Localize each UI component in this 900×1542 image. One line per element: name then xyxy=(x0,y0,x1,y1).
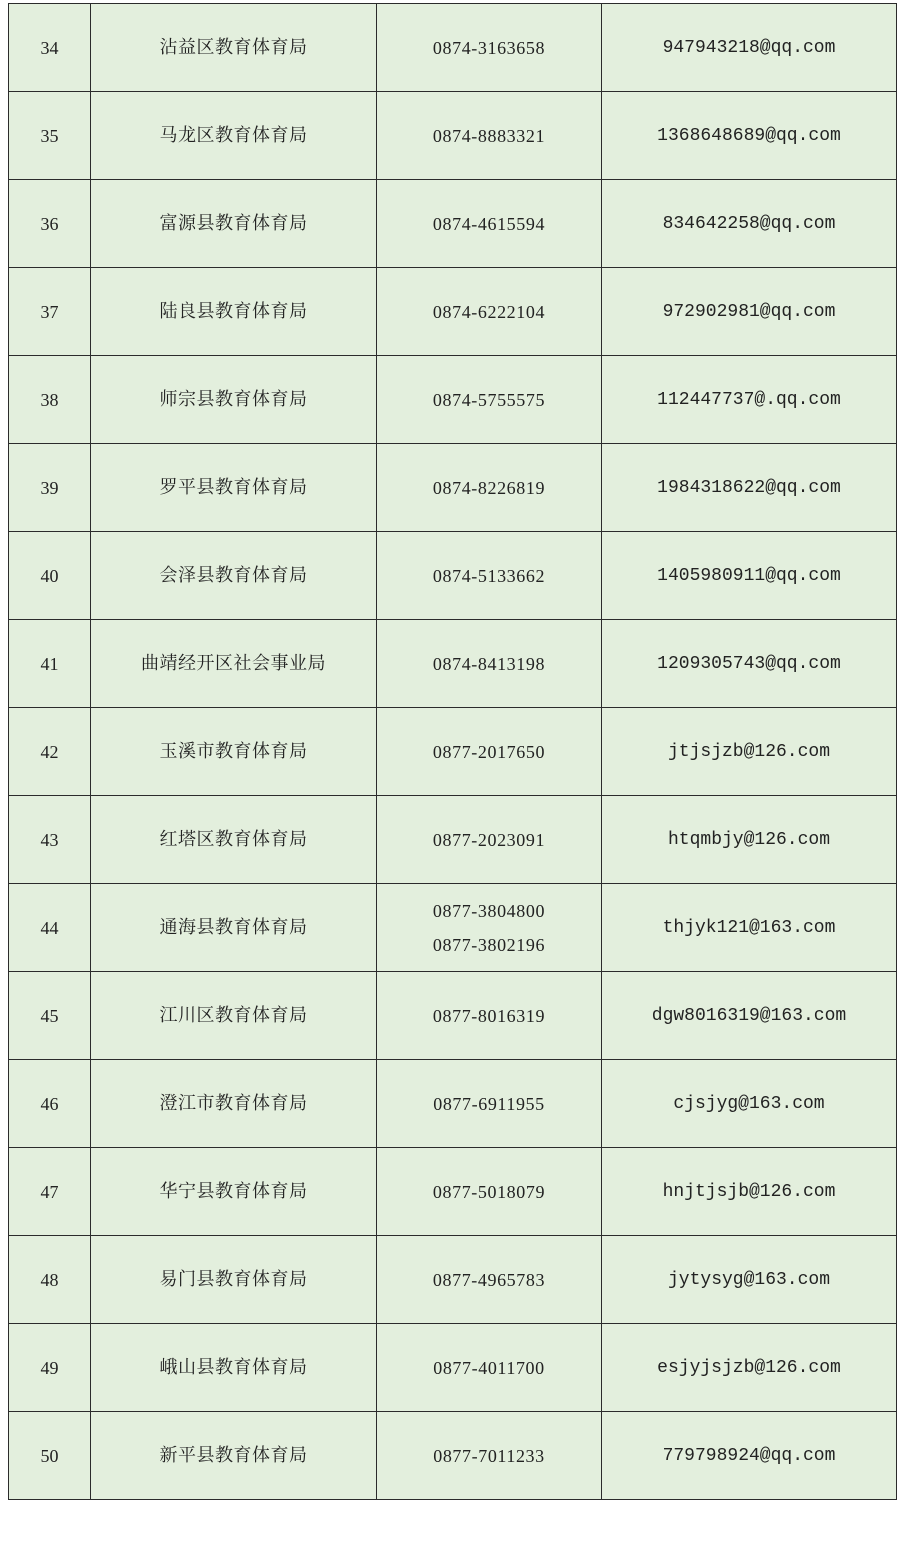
phone-cell xyxy=(377,268,602,356)
email-cell: 1984318622@qq.com xyxy=(602,444,897,532)
phone-number: 0877-7011233 xyxy=(433,1445,545,1466)
phone-number: 0874-8413198 xyxy=(432,653,546,674)
row-number-cell: 37 xyxy=(9,268,91,356)
phone-number: 0874-8883321 xyxy=(432,125,546,146)
email-cell: jytysyg@163.com xyxy=(602,1236,897,1324)
phone-number: 0874-6222104 xyxy=(432,301,546,322)
phone-number: 0877-4011700 xyxy=(433,1357,545,1378)
phone-cell xyxy=(377,620,602,708)
phone-number: 0877-3804800 xyxy=(432,900,546,921)
row-number-cell: 35 xyxy=(9,92,91,180)
email-cell: 1405980911@qq.com xyxy=(602,532,897,620)
phone-number: 0874-5755575 xyxy=(432,389,546,410)
table-row xyxy=(9,356,897,444)
bureau-name-cell: 陆良县教育体育局 xyxy=(91,268,377,356)
row-number-cell: 38 xyxy=(9,356,91,444)
table-row xyxy=(9,1060,897,1148)
row-number-cell: 41 xyxy=(9,620,91,708)
email-cell: thjyk121@163.com xyxy=(602,884,897,972)
table-row xyxy=(9,92,897,180)
email-cell: cjsjyg@163.com xyxy=(602,1060,897,1148)
row-number-cell: 40 xyxy=(9,532,91,620)
phone-number: 0874-8226819 xyxy=(432,477,546,498)
phone-number: 0877-3802196 xyxy=(432,934,546,955)
row-number-cell: 44 xyxy=(9,884,91,972)
table-row xyxy=(9,620,897,708)
phone-number: 0874-5133662 xyxy=(432,565,546,586)
phone-number: 0877-2023091 xyxy=(432,829,546,850)
phone-number: 0877-8016319 xyxy=(432,1005,546,1026)
phone-number: 0874-4615594 xyxy=(432,213,546,234)
email-cell: 779798924@qq.com xyxy=(602,1412,897,1500)
row-number-cell: 48 xyxy=(9,1236,91,1324)
table-row xyxy=(9,1148,897,1236)
bureau-name-cell: 沾益区教育体育局 xyxy=(91,4,377,92)
bureau-name-cell: 峨山县教育体育局 xyxy=(91,1324,377,1412)
email-cell: jtjsjzb@126.com xyxy=(602,708,897,796)
row-number-cell: 50 xyxy=(9,1412,91,1500)
table-row xyxy=(9,180,897,268)
phone-cell xyxy=(377,1412,602,1500)
table-row xyxy=(9,1412,897,1500)
table-row xyxy=(9,268,897,356)
table-row xyxy=(9,972,897,1060)
email-cell: htqmbjy@126.com xyxy=(602,796,897,884)
bureau-name-cell: 马龙区教育体育局 xyxy=(91,92,377,180)
table-row xyxy=(9,1236,897,1324)
email-cell: 1209305743@qq.com xyxy=(602,620,897,708)
bureau-name-cell: 华宁县教育体育局 xyxy=(91,1148,377,1236)
bureau-name-cell: 澄江市教育体育局 xyxy=(91,1060,377,1148)
bureau-name-cell: 江川区教育体育局 xyxy=(91,972,377,1060)
table-row xyxy=(9,4,897,92)
phone-cell xyxy=(377,1148,602,1236)
row-number-cell: 46 xyxy=(9,1060,91,1148)
phone-cell xyxy=(377,444,602,532)
bureau-name-cell: 玉溪市教育体育局 xyxy=(91,708,377,796)
bureau-name-cell: 通海县教育体育局 xyxy=(91,884,377,972)
row-number-cell: 45 xyxy=(9,972,91,1060)
phone-cell xyxy=(377,972,602,1060)
email-cell: 112447737@.qq.com xyxy=(602,356,897,444)
bureau-name-cell: 富源县教育体育局 xyxy=(91,180,377,268)
row-number-cell: 49 xyxy=(9,1324,91,1412)
email-cell: esjyjsjzb@126.com xyxy=(602,1324,897,1412)
phone-number: 0877-2017650 xyxy=(432,741,546,762)
email-cell: 972902981@qq.com xyxy=(602,268,897,356)
phone-number: 0877-4965783 xyxy=(432,1269,546,1290)
bureau-name-cell: 红塔区教育体育局 xyxy=(91,796,377,884)
email-cell: 947943218@qq.com xyxy=(602,4,897,92)
bureau-name-cell: 罗平县教育体育局 xyxy=(91,444,377,532)
table-row xyxy=(9,1324,897,1412)
table-row xyxy=(9,796,897,884)
phone-number: 0877-5018079 xyxy=(432,1181,546,1202)
phone-number: 0874-3163658 xyxy=(432,37,546,58)
bureau-name-cell: 易门县教育体育局 xyxy=(91,1236,377,1324)
phone-cell xyxy=(377,1060,602,1148)
phone-cell xyxy=(377,884,602,972)
table-row xyxy=(9,444,897,532)
phone-cell xyxy=(377,1324,602,1412)
contact-table-body xyxy=(9,4,897,1500)
phone-cell xyxy=(377,532,602,620)
phone-cell xyxy=(377,4,602,92)
row-number-cell: 39 xyxy=(9,444,91,532)
table-row xyxy=(9,532,897,620)
row-number-cell: 36 xyxy=(9,180,91,268)
phone-cell xyxy=(377,708,602,796)
phone-cell xyxy=(377,796,602,884)
email-cell: 834642258@qq.com xyxy=(602,180,897,268)
table-row xyxy=(9,884,897,972)
phone-cell xyxy=(377,1236,602,1324)
bureau-name-cell: 曲靖经开区社会事业局 xyxy=(91,620,377,708)
email-cell: dgw8016319@163.com xyxy=(602,972,897,1060)
row-number-cell: 43 xyxy=(9,796,91,884)
phone-cell xyxy=(377,356,602,444)
bureau-name-cell: 会泽县教育体育局 xyxy=(91,532,377,620)
phone-number: 0877-6911955 xyxy=(433,1093,545,1114)
email-cell: hnjtjsjb@126.com xyxy=(602,1148,897,1236)
email-cell: 1368648689@qq.com xyxy=(602,92,897,180)
row-number-cell: 47 xyxy=(9,1148,91,1236)
bureau-name-cell: 师宗县教育体育局 xyxy=(91,356,377,444)
bureau-name-cell: 新平县教育体育局 xyxy=(91,1412,377,1500)
phone-cell xyxy=(377,180,602,268)
table-row xyxy=(9,708,897,796)
phone-cell xyxy=(377,92,602,180)
contact-table xyxy=(8,3,897,1500)
row-number-cell: 34 xyxy=(9,4,91,92)
row-number-cell: 42 xyxy=(9,708,91,796)
